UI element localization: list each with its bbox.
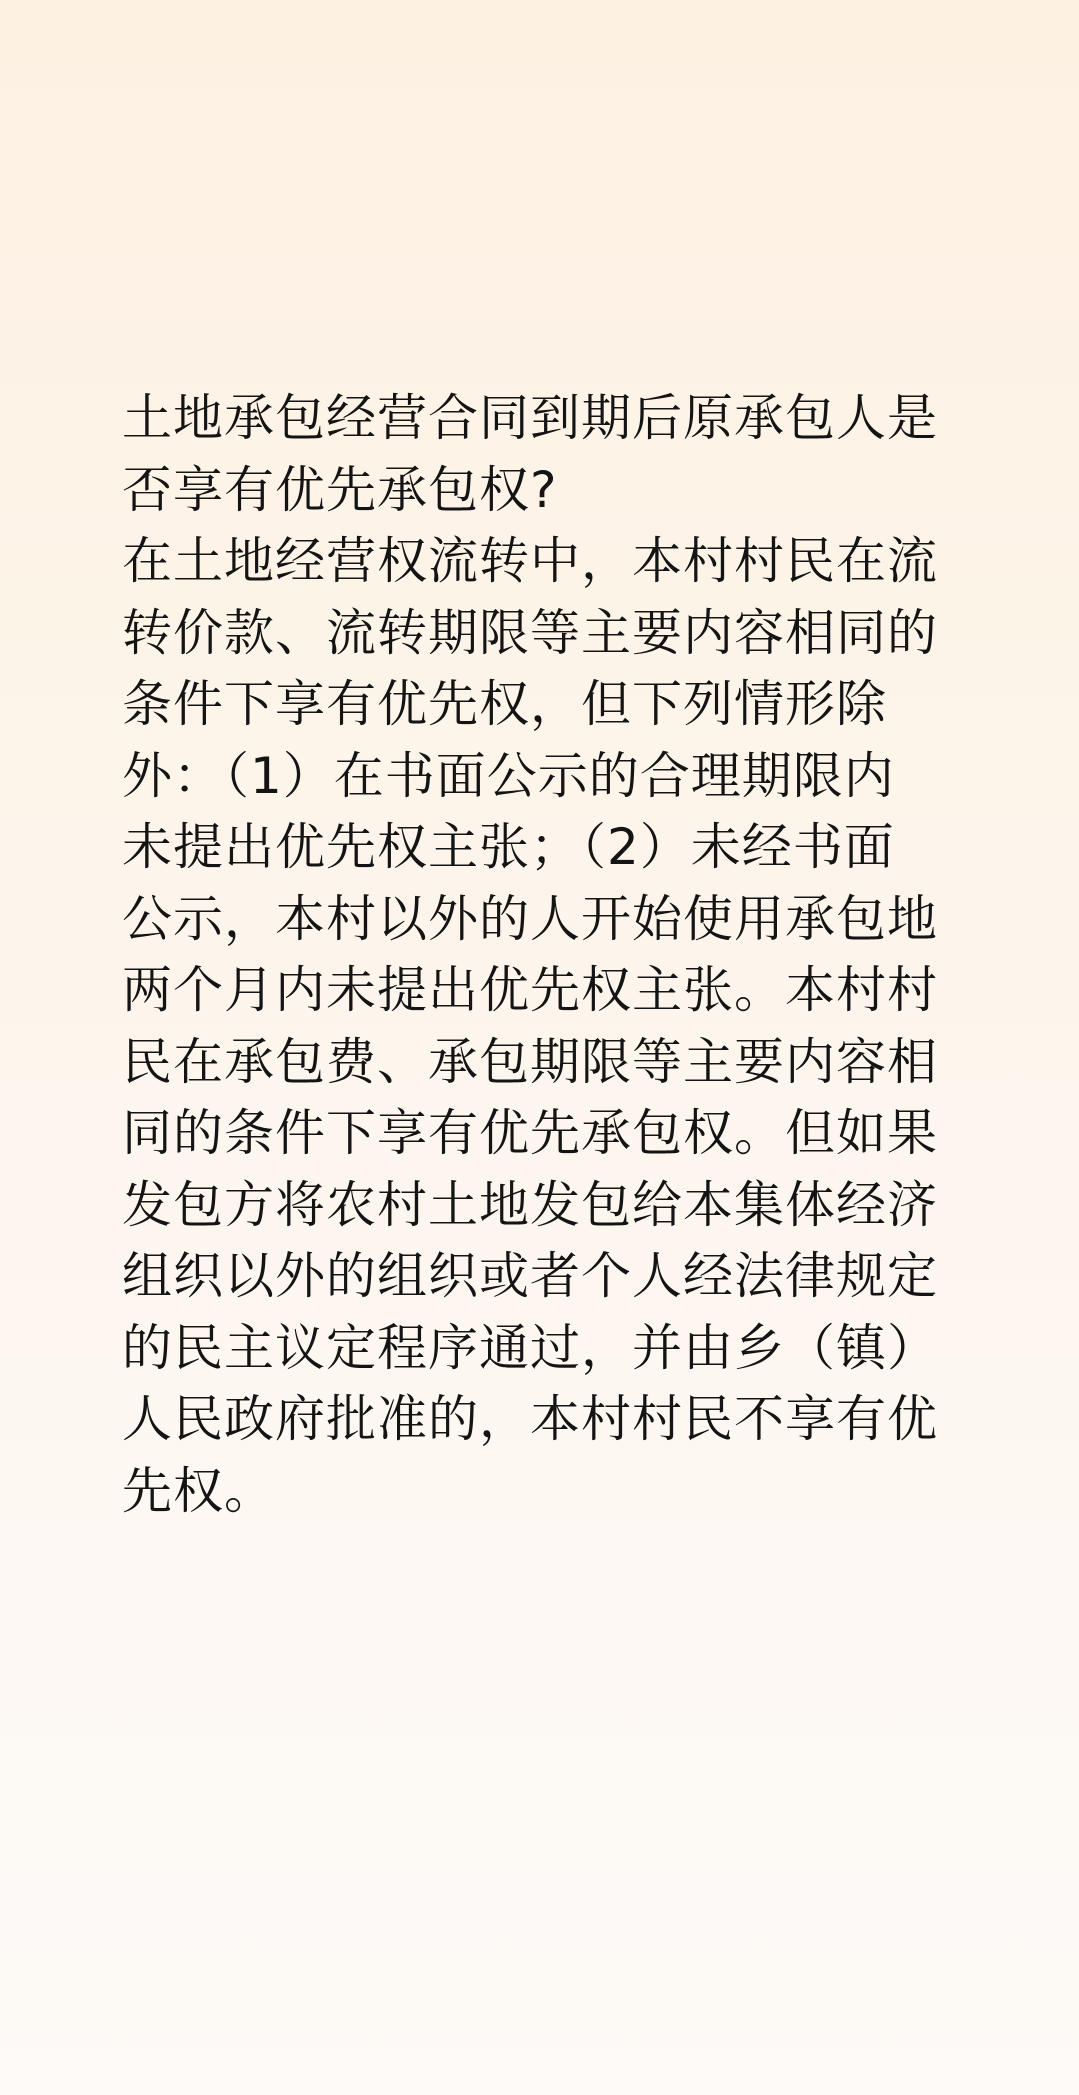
answer-paragraph — [122, 526, 967, 1527]
question-line: 土地承包经营合同到期后原承包人是 — [122, 389, 938, 447]
answer-line: 在土地经营权流转中，本村村民在流 — [122, 532, 938, 590]
answer-line: 的民主议定程序通过，并由乡（镇） — [122, 1318, 938, 1377]
answer-line: 人民政府批准的，本村村民不享有优 — [122, 1390, 938, 1448]
answer-line: 发包方将农村土地发包给本集体经济 — [122, 1175, 938, 1234]
answer-line: 公示，本村以外的人开始使用承包地 — [122, 889, 938, 948]
answer-line: 组织以外的组织或者个人经法律规定 — [122, 1247, 938, 1305]
answer-line: 同的条件下享有优先承包权。但如果 — [122, 1104, 938, 1162]
answer-line: 外：（1）在书面公示的合理期限内 — [122, 746, 895, 805]
answer-line: 两个月内未提出优先权主张。本村村 — [122, 961, 938, 1019]
question-line: 否享有优先承包权? — [122, 460, 558, 519]
question-heading — [122, 383, 967, 526]
answer-line: 条件下享有优先权，但下列情形除 — [122, 675, 887, 733]
answer-line: 未提出优先权主张；（2）未经书面 — [122, 818, 895, 876]
answer-line: 转价款、流转期限等主要内容相同的 — [122, 603, 938, 662]
answer-line: 先权。 — [122, 1461, 275, 1520]
answer-line: 民在承包费、承包期限等主要内容相 — [122, 1032, 938, 1091]
article-text — [122, 383, 967, 1527]
